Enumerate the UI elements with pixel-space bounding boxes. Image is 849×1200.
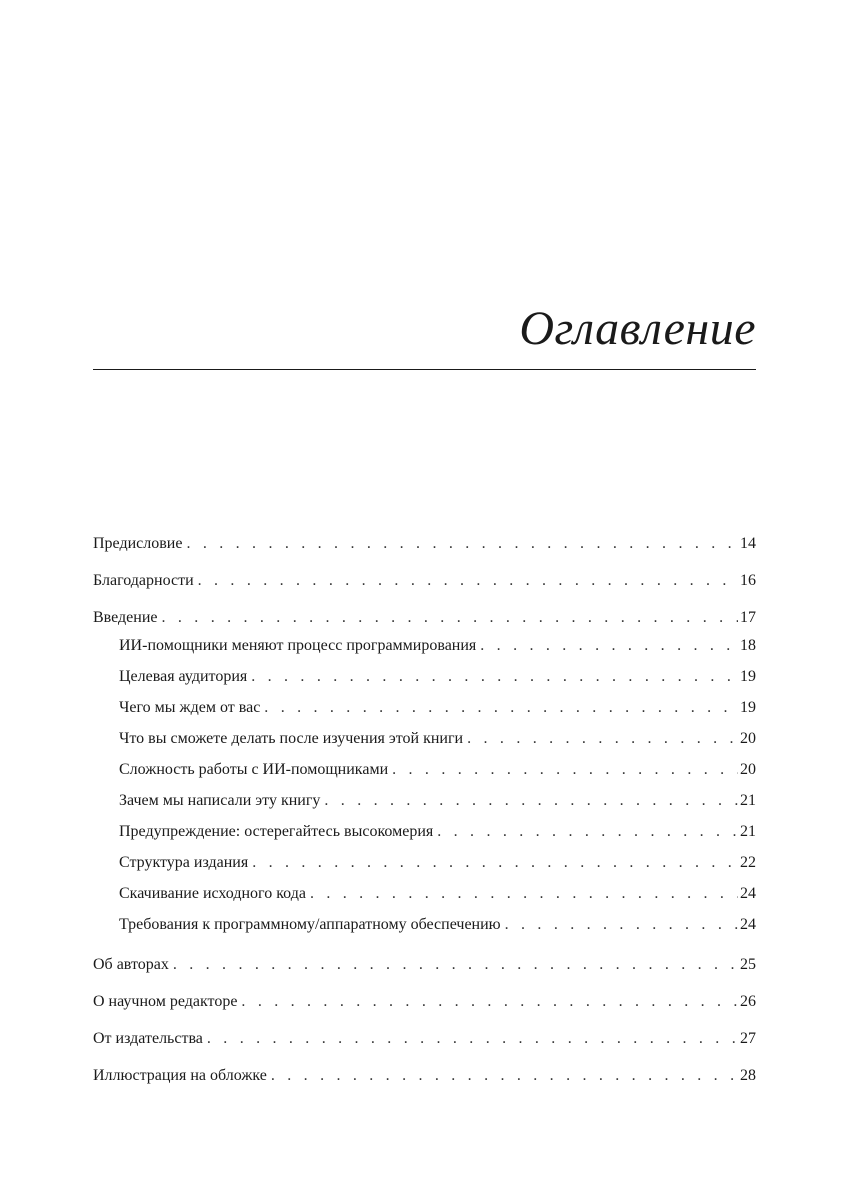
toc-entry-page: 26 xyxy=(740,993,756,1010)
dot-leader xyxy=(241,990,738,1014)
toc-entry-title: Целевая аудитория xyxy=(119,668,248,685)
page-title: Оглавление xyxy=(519,302,756,355)
toc-entry[interactable] xyxy=(93,606,756,630)
dot-leader xyxy=(162,606,739,630)
dot-leader xyxy=(198,569,738,593)
toc-entry[interactable] xyxy=(93,990,756,1014)
toc-subentry[interactable] xyxy=(93,878,756,909)
toc-entry-title: ИИ-помощники меняют процесс программирования xyxy=(119,637,477,654)
toc-entry[interactable] xyxy=(93,953,756,977)
toc-entry-title: Иллюстрация на обложке xyxy=(93,1067,267,1084)
toc-entry-page: 24 xyxy=(740,916,756,933)
toc-entry-page: 22 xyxy=(740,854,756,871)
toc-subentry[interactable] xyxy=(93,785,756,816)
dot-leader xyxy=(480,630,738,661)
dot-leader xyxy=(310,878,738,909)
dot-leader xyxy=(252,847,738,878)
toc-entry-page: 17 xyxy=(740,609,756,626)
toc-entry-title: Об авторах xyxy=(93,956,169,973)
dot-leader xyxy=(392,754,738,785)
toc-entry-title: Скачивание исходного кода xyxy=(119,885,306,902)
toc-subentry[interactable] xyxy=(93,630,756,661)
toc-entry[interactable] xyxy=(93,532,756,556)
toc-entry-page: 14 xyxy=(740,535,756,552)
toc-subentry[interactable] xyxy=(93,692,756,723)
title-divider xyxy=(93,369,756,370)
toc-entry-page: 20 xyxy=(740,761,756,778)
toc-subentry[interactable] xyxy=(93,816,756,847)
toc-entry-page: 28 xyxy=(740,1067,756,1084)
toc-entry-title: Предупреждение: остерегайтесь высокомерия xyxy=(119,823,434,840)
dot-leader xyxy=(207,1027,738,1051)
toc-entry-page: 25 xyxy=(740,956,756,973)
toc-entry-title: Предисловие xyxy=(93,535,183,552)
toc-entry-page: 19 xyxy=(740,699,756,716)
toc-entry-title: От издательства xyxy=(93,1030,203,1047)
toc-entry-page: 20 xyxy=(740,730,756,747)
toc-entry-page: 16 xyxy=(740,572,756,589)
toc-entry-page: 18 xyxy=(740,637,756,654)
toc-entry[interactable] xyxy=(93,1064,756,1088)
toc-subentry[interactable] xyxy=(93,661,756,692)
toc-entry-page: 24 xyxy=(740,885,756,902)
toc-subentry[interactable] xyxy=(93,754,756,785)
toc-entry-page: 27 xyxy=(740,1030,756,1047)
toc-subentry[interactable] xyxy=(93,847,756,878)
toc-entry-page: 21 xyxy=(740,823,756,840)
toc-entry[interactable] xyxy=(93,1027,756,1051)
toc-entry-page: 19 xyxy=(740,668,756,685)
dot-leader xyxy=(437,816,738,847)
toc-entry-page: 21 xyxy=(740,792,756,809)
table-of-contents xyxy=(93,532,756,1088)
dot-leader xyxy=(505,909,738,940)
dot-leader xyxy=(467,723,738,754)
toc-entry-title: Благодарности xyxy=(93,572,194,589)
toc-entry-title: Зачем мы написали эту книгу xyxy=(119,792,321,809)
dot-leader xyxy=(324,785,738,816)
dot-leader xyxy=(173,953,738,977)
dot-leader xyxy=(264,692,738,723)
toc-subentry[interactable] xyxy=(93,723,756,754)
toc-entry[interactable] xyxy=(93,569,756,593)
dot-leader xyxy=(186,532,738,556)
toc-entry-title: О научном редакторе xyxy=(93,993,238,1010)
toc-entry-title: Структура издания xyxy=(119,854,249,871)
toc-entry-title: Чего мы ждем от вас xyxy=(119,699,261,716)
dot-leader xyxy=(251,661,738,692)
toc-entry-title: Введение xyxy=(93,609,158,626)
toc-entry-title: Что вы сможете делать после изучения этой книги xyxy=(119,730,464,747)
toc-entry-title: Сложность работы с ИИ-помощниками xyxy=(119,761,389,778)
toc-entry-title: Требования к программному/аппаратному обеспечению xyxy=(119,916,501,933)
toc-subentry[interactable] xyxy=(93,909,756,940)
dot-leader xyxy=(271,1064,738,1088)
